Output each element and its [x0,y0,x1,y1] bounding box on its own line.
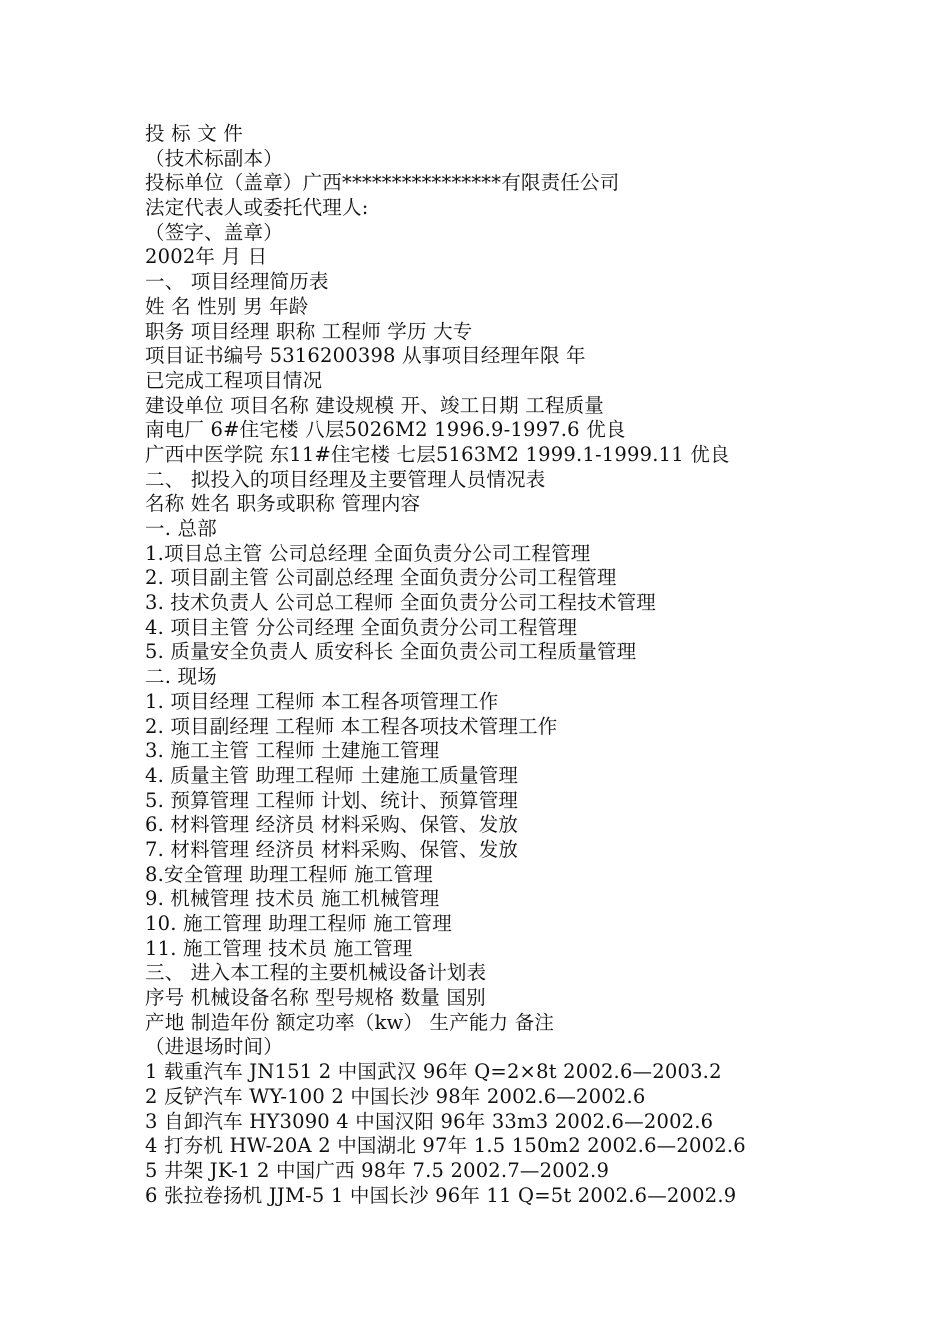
date-line: 2002年 月 日 [145,245,268,269]
list-item: 10. 施工管理 助理工程师 施工管理 [145,912,452,935]
list-item: 5. 质量安全负责人 质安科长 全面负责公司工程质量管理 [145,640,637,664]
table-header-line: 序号 机械设备名称 型号规格 数量 国别 [145,986,486,1010]
table-row: 广西中医学院 东11#住宅楼 七层5163M2 1999.1-1999.11 优良 [145,442,730,466]
list-item: 6. 材料管理 经济员 材料采购、保管、发放 [145,813,519,837]
list-item: 4. 质量主管 助理工程师 土建施工质量管理 [145,763,519,787]
section-heading-1: 一、 项目经理简历表 [145,270,329,294]
table-header-line: 名称 姓名 职务或职称 管理内容 [145,492,421,516]
signature-line: （签字、盖章） [145,220,283,244]
representative-line: 法定代表人或委托代理人: [145,196,369,220]
list-item: 7. 材料管理 经济员 材料采购、保管、发放 [145,837,519,861]
text-line: 职务 项目经理 职称 工程师 学历 大专 [145,319,473,343]
document-title: 投 标 文 件 [145,122,243,145]
table-row: 南电厂 6#住宅楼 八层5026M2 1996.9-1997.6 优良 [145,418,626,442]
document-subtitle: （技术标副本） [145,146,283,170]
list-item: 3. 技术负责人 公司总工程师 全面负责分公司工程技术管理 [145,591,657,615]
table-row: 3 自卸汽车 HY3090 4 中国汉阳 96年 33m3 2002.6—2002.6 [145,1109,714,1133]
list-item: 5. 预算管理 工程师 计划、统计、预算管理 [145,788,519,812]
list-item: 4. 项目主管 分公司经理 全面负责分公司工程管理 [145,615,578,639]
table-row: 5 井架 JK-1 2 中国广西 98年 7.5 2002.7—2002.9 [145,1158,610,1182]
list-item: 2. 项目副经理 工程师 本工程各项技术管理工作 [145,714,558,738]
list-item: 3. 施工主管 工程师 土建施工管理 [145,739,440,763]
list-item: 11. 施工管理 技术员 施工管理 [145,936,413,960]
document-page [145,122,935,1208]
table-row: 2 反铲汽车 WY-100 2 中国长沙 98年 2002.6—2002.6 [145,1084,646,1108]
table-row: 1 载重汽车 JN151 2 中国武汉 96年 Q=2×8t 2002.6—2003.2 [145,1060,722,1084]
table-row: 6 张拉卷扬机 JJM-5 1 中国长沙 96年 11 Q=5t 2002.6—2002.9 [145,1183,737,1207]
table-header-line: 产地 制造年份 额定功率（kw） 生产能力 备注 [145,1010,555,1034]
text-line: 项目证书编号 5316200398 从事项目经理年限 年 [145,344,586,368]
bidder-line: 投标单位（盖章）广西****************有限责任公司 [145,171,620,195]
subsection-heading: 一. 总部 [145,517,217,540]
section-heading-3: 三、 进入本工程的主要机械设备计划表 [145,961,487,985]
table-header-line: 建设单位 项目名称 建设规模 开、竣工日期 工程质量 [145,393,604,417]
text-line: 已完成工程项目情况 [145,368,323,392]
list-item: 1.项目总主管 公司总经理 全面负责分公司工程管理 [145,541,591,565]
table-header-line: （进退场时间） [145,1035,283,1059]
text-line: 姓 名 性别 男 年龄 [145,294,309,318]
list-item: 1. 项目经理 工程师 本工程各项管理工作 [145,689,499,713]
table-row: 4 打夯机 HW-20A 2 中国湖北 97年 1.5 150m2 2002.6—2002.6 [145,1134,746,1158]
list-item: 2. 项目副主管 公司副总经理 全面负责分公司工程管理 [145,566,617,590]
subsection-heading: 二. 现场 [145,665,217,689]
list-item: 9. 机械管理 技术员 施工机械管理 [145,887,440,911]
list-item: 8.安全管理 助理工程师 施工管理 [145,862,433,886]
section-heading-2: 二、 拟投入的项目经理及主要管理人员情况表 [145,467,546,491]
